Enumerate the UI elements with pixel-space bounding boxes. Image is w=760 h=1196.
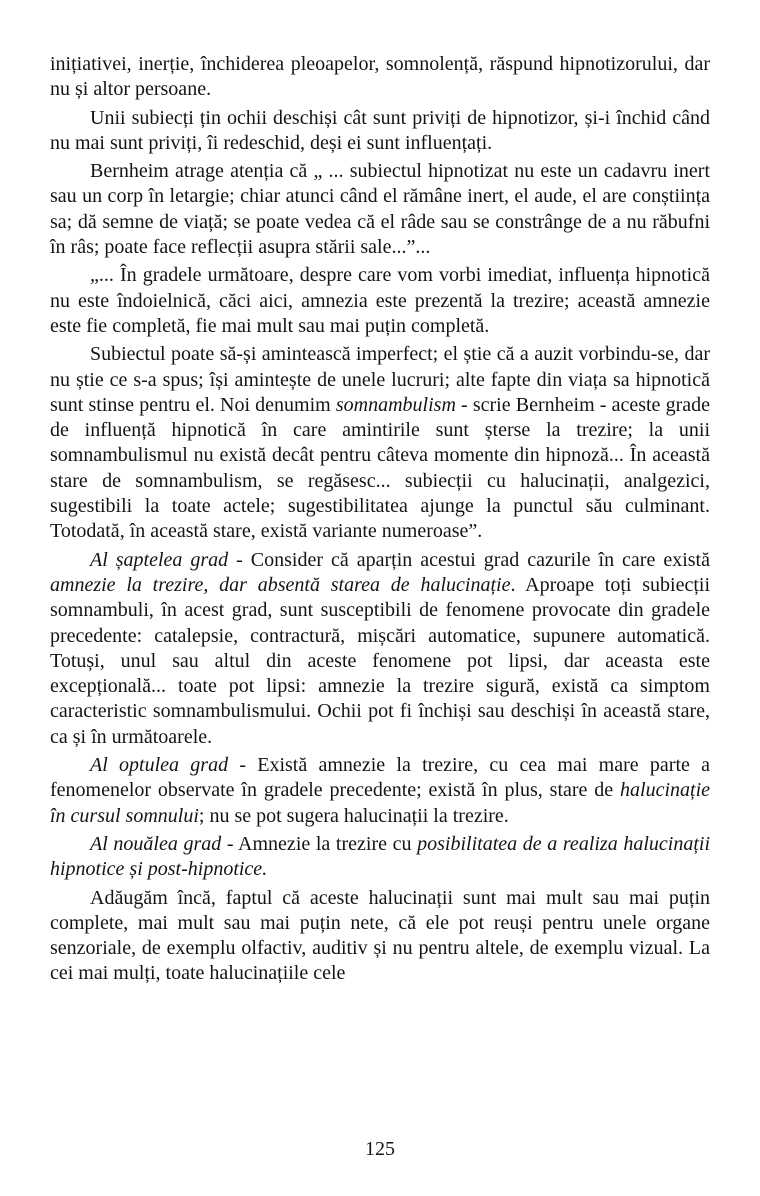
italic-text-run: Al optulea grad	[90, 754, 229, 777]
paragraph	[50, 263, 710, 339]
italic-text-run: posibilitatea de a realiza halucinații hipnotice și post-hipnotice.	[50, 832, 710, 881]
italic-text-run: amnezie la trezire, dar absentă starea de halucinație	[50, 573, 511, 596]
italic-text-run: Al nouălea grad	[90, 832, 222, 855]
paragraph	[50, 886, 710, 987]
page-body	[50, 52, 710, 987]
text-run: Subiectul poate să-și amintească imperfect; el știe că a auzit vorbindu-se, dar nu știe ce s-a spus; își amintește de unele lucruri; alte fapte din viața sa hipnotică sunt stinse pentru el. Noi denumim	[50, 343, 710, 416]
paragraph	[50, 548, 710, 750]
text-run: Unii subiecți țin ochii deschiși cât sunt priviți de hipnotizor, și-i închid când nu mai sunt priviți, îi redeschid, deși ei sunt influențați.	[50, 106, 710, 154]
paragraph	[50, 159, 710, 260]
text-run: Adăugăm încă, faptul că aceste halucinații sunt mai mult sau mai puțin complete, mai mult sau mai puțin nete, că ele pot reuși pentru unele organe senzoriale, de exemplu olfactiv, auditiv și nu pentru altele, de exemplu vizual. La cei mai mulți, toate halucinațiile cele	[50, 886, 710, 985]
paragraph	[50, 753, 710, 829]
text-run: - scrie Bernheim - aceste grade de influență hipnotică în care amintirile sunt șterse la trezire; la unii somnambulismul nu există decât pentru câteva momente din hipnoză... În această stare de somnambulism, se regăsesc... subiecții cu halucinații, analgezici, sugestibili la toate actele; sugestibilitatea ajunge la punctul său culminant. Totodată, în această stare, există variante numeroase”.	[50, 393, 710, 543]
text-run: ; nu se pot sugera halucinații la trezire.	[198, 804, 509, 827]
paragraph	[50, 832, 710, 883]
paragraph	[50, 52, 710, 103]
italic-text-run: Al șaptelea grad	[90, 548, 229, 571]
italic-text-run: somnambulism	[335, 393, 456, 416]
italic-text-run: halucinație în cursul somnului	[50, 779, 710, 827]
text-run: - Amnezie la trezire cu	[221, 832, 418, 855]
text-run: . Aproape toți subiecții somnambuli, în acest grad, sunt susceptibili de fenomene provocate din gradele precedente: catalepsie, contractură, mișcări automatice, supunere automatică. Totuși, unul sau altul din aceste fenomene pot lipsi, dar aceasta este excepțională... toate pot lipsi: amnezie la trezire sigură, există ca simptom caracteristic somnambulismului. Ochii pot fi închiși sau deschiși în această stare, ca și în următoarele.	[50, 573, 710, 748]
text-run: „... În gradele următoare, despre care vom vorbi imediat, influența hipnotică nu este îndoielnică, căci aici, amnezia este prezentă la trezire; această amnezie este fie completă, fie mai mult sau mai puțin completă.	[50, 264, 710, 337]
paragraph	[50, 106, 710, 157]
paragraph	[50, 342, 710, 544]
text-run: inițiativei, inerție, închiderea pleoapelor, somnolență, răspund hipnotizorului, dar nu și altor persoane.	[50, 53, 710, 101]
text-run: - Consider că aparțin acestui grad cazurile în care există	[228, 548, 710, 571]
text-run: Bernheim atrage atenția că „ ... subiectul hipnotizat nu este un cadavru inert sau un corp în letargie; chiar atunci când el rămâne inert, el aude, el are conștiința sa; dă semne de viață; se poate vedea că el râde sau se constrânge de a nu răbufni în râs; poate face reflecții asupra stării sale...”...	[50, 160, 710, 259]
page-number: 125	[365, 1138, 395, 1160]
text-run: - Există amnezie la trezire, cu cea mai mare parte a fenomenelor observate în gradele precedente; există în plus, stare de	[50, 754, 711, 802]
